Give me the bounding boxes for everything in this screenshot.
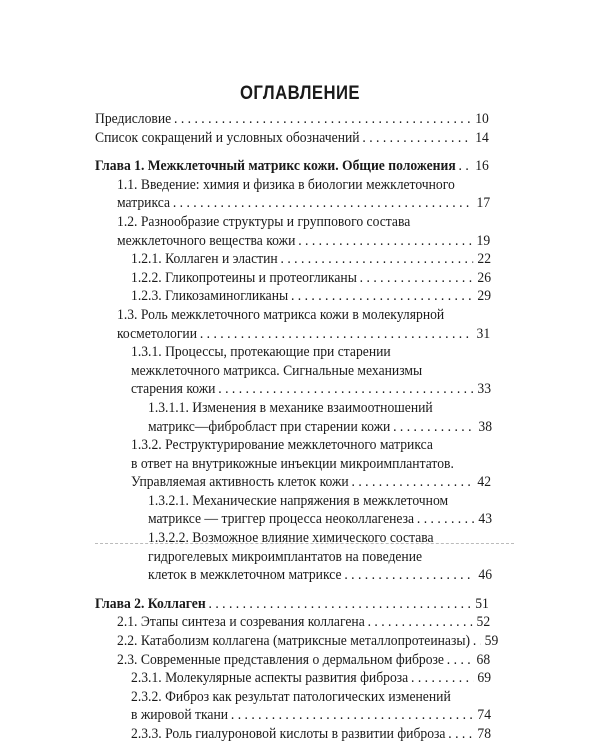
dot-leader xyxy=(352,473,474,492)
toc-entry-line xyxy=(117,613,490,632)
page-number: 59 xyxy=(484,633,499,650)
toc-entry-text: 1.2. Разнообразие структуры и группового состава xyxy=(117,213,411,230)
dot-leader xyxy=(231,706,473,725)
toc-entry-line xyxy=(148,548,492,567)
toc-entry[interactable] xyxy=(117,213,514,250)
toc-entry-line xyxy=(131,250,491,269)
page-number: 16 xyxy=(475,158,489,175)
toc-entry-text: Управляемая активность клеток кожи xyxy=(131,474,349,491)
toc-entry-text: 1.3.2.2. Возможное влияние химического состава xyxy=(148,530,434,547)
toc-entry[interactable] xyxy=(117,306,514,343)
toc-entry-text: Предисловие xyxy=(95,111,172,127)
toc-entry-text: 1.2.3. Гликозаминогликаны xyxy=(131,288,289,305)
chapter-divider xyxy=(95,543,514,544)
dot-leader xyxy=(393,418,474,437)
toc-entry-line xyxy=(131,706,491,725)
page-number: 68 xyxy=(476,651,491,668)
toc-entry[interactable] xyxy=(148,399,514,436)
toc-entry-line xyxy=(95,129,489,148)
toc-entry-text: старения кожи xyxy=(131,381,216,398)
toc-entry-line xyxy=(117,325,490,344)
toc-entry-text: 1.2.1. Коллаген и эластин xyxy=(131,251,278,268)
toc-entry[interactable] xyxy=(117,613,514,632)
toc-entry-line xyxy=(148,566,492,585)
toc-entry[interactable] xyxy=(131,725,514,744)
toc-entry-text: 1.3.1. Процессы, протекающие при старении xyxy=(131,344,391,361)
toc-entry-text: 2.1. Этапы синтеза и созревания коллагена xyxy=(117,614,365,631)
toc-entry[interactable] xyxy=(117,632,514,651)
toc-entry-text: Глава 1. Межклеточный матрикс кожи. Общие положения xyxy=(95,158,456,175)
toc-entry-text: 2.3.2. Фиброз как результат патологических изменений xyxy=(131,688,451,705)
dot-leader xyxy=(174,110,471,129)
toc-entry[interactable] xyxy=(148,492,514,529)
page-number: 19 xyxy=(476,232,491,249)
dot-leader xyxy=(362,129,471,148)
page-number: 52 xyxy=(476,614,491,631)
page-number: 69 xyxy=(477,670,492,687)
toc-entry-line xyxy=(95,157,489,176)
dot-leader xyxy=(218,380,473,399)
page-number: 17 xyxy=(476,195,491,212)
dot-leader xyxy=(459,157,471,176)
toc-entry-line xyxy=(117,194,490,213)
page-number: 33 xyxy=(477,381,492,398)
page-number: 51 xyxy=(475,595,489,612)
page-number: 31 xyxy=(476,325,491,342)
toc-entry-line xyxy=(148,492,492,511)
dot-leader xyxy=(291,287,473,306)
toc-entry-text: косметологии xyxy=(117,325,198,342)
toc-entry-line xyxy=(95,595,489,614)
dot-leader xyxy=(209,595,471,614)
toc-entry-line xyxy=(117,632,499,651)
toc-entry-text: в ответ на внутрикожные инъекции микроимплантатов. xyxy=(131,455,454,472)
toc-entry[interactable] xyxy=(131,269,514,288)
toc-entry-text: 2.3.3. Роль гиалуроновой кислоты в развитии фиброза xyxy=(131,726,446,742)
page-number: 29 xyxy=(477,288,492,305)
toc-entry-line xyxy=(117,306,490,325)
page-title: ОГЛАВЛЕНИЕ xyxy=(239,83,361,104)
toc-chapter[interactable] xyxy=(95,595,514,614)
toc-entry-text: межклеточного вещества кожи xyxy=(117,232,296,249)
dot-leader xyxy=(411,669,473,688)
dot-leader xyxy=(360,269,473,288)
toc-entry-line xyxy=(131,473,491,492)
toc-entry-line xyxy=(131,269,491,288)
toc-entry-text: матрикс—фибробласт при старении кожи xyxy=(148,418,391,435)
toc-chapter[interactable] xyxy=(95,157,514,176)
toc-entry-line xyxy=(131,688,491,707)
page-number: 38 xyxy=(478,418,493,435)
toc-entry-text: Глава 2. Коллаген xyxy=(95,595,206,612)
toc-entry-text: матрикса xyxy=(117,195,171,212)
toc-entry[interactable] xyxy=(117,651,514,670)
toc-entry-line xyxy=(131,455,491,474)
toc-entry[interactable] xyxy=(131,688,514,725)
toc-entry[interactable] xyxy=(131,669,514,688)
toc-entry-line xyxy=(131,380,491,399)
toc-entry-line xyxy=(148,510,492,529)
page-number: 43 xyxy=(478,511,493,528)
dot-leader xyxy=(447,651,473,670)
toc-entry[interactable] xyxy=(95,110,514,129)
dot-leader xyxy=(344,566,474,585)
toc-entry-line xyxy=(148,529,492,548)
toc-entry-text: Список сокращений и условных обозначений xyxy=(95,129,360,146)
toc-entry-line xyxy=(131,436,491,455)
toc-entry-text: 1.2.2. Гликопротеины и протеогликаны xyxy=(131,269,357,286)
toc-entry-text: клеток в межклеточном матриксе xyxy=(148,567,342,584)
page-number: 78 xyxy=(477,726,492,742)
dot-leader xyxy=(200,325,472,344)
toc-entry[interactable] xyxy=(131,436,514,492)
toc-entry-line xyxy=(117,213,490,232)
toc-entry-text: гидрогелевых микроимплантатов на поведение xyxy=(148,548,423,565)
toc-entry-line xyxy=(95,110,489,129)
toc-entry-line xyxy=(131,287,491,306)
toc-entry[interactable] xyxy=(131,250,514,269)
dot-leader xyxy=(417,510,474,529)
toc-entry-text: в жировой ткани xyxy=(131,707,229,724)
toc-entry-line xyxy=(131,343,491,362)
dot-leader xyxy=(281,250,474,269)
dot-leader xyxy=(173,194,472,213)
toc-entry[interactable] xyxy=(131,287,514,306)
dot-leader xyxy=(448,725,473,744)
page-number: 26 xyxy=(477,269,492,286)
toc-entry-text: 1.3.1.1. Изменения в механике взаимоотношений xyxy=(148,399,433,416)
toc-entry-text: межклеточного матрикса. Сигнальные механизмы xyxy=(131,362,423,379)
toc-entry-line xyxy=(131,725,491,744)
toc-entry-line xyxy=(131,362,491,381)
dot-leader xyxy=(298,232,472,251)
page-number: 42 xyxy=(477,474,492,491)
page-number: 74 xyxy=(477,707,492,724)
toc-entry-text: 2.3. Современные представления о дермальном фиброзе xyxy=(117,651,444,668)
toc-entry[interactable] xyxy=(148,529,514,585)
toc-entry-text: 1.3.2. Реструктурирование межклеточного матрикса xyxy=(131,437,433,454)
page-number: 10 xyxy=(475,111,489,127)
toc-entry-line xyxy=(131,669,491,688)
toc-entry[interactable] xyxy=(117,176,514,213)
toc-entry[interactable] xyxy=(95,129,514,148)
toc-entry-text: 1.1. Введение: химия и физика в биологии межклеточного xyxy=(117,176,455,193)
toc-entry-line xyxy=(148,418,492,437)
page-number: 22 xyxy=(477,251,492,268)
toc-entry[interactable] xyxy=(131,343,514,399)
dot-leader xyxy=(368,613,473,632)
page-number: 14 xyxy=(475,129,489,146)
toc-entry-text: 2.2. Катаболизм коллагена (матриксные металлопротеиназы) xyxy=(117,633,471,650)
toc-entry-line xyxy=(117,651,490,670)
page-number: 46 xyxy=(478,567,493,584)
toc-entry-line xyxy=(117,176,490,195)
toc-entry-text: 1.3.2.1. Механические напряжения в межклеточном xyxy=(148,492,449,509)
toc-entry-text: 2.3.1. Молекулярные аспекты развития фиброза xyxy=(131,670,409,687)
toc-entry-text: 1.3. Роль межклеточного матрикса кожи в молекулярной xyxy=(117,306,445,323)
toc-entry-line xyxy=(148,399,492,418)
toc-entry-line xyxy=(117,232,490,251)
toc-entry-text: матриксе — триггер процесса неоколлагенеза xyxy=(148,511,415,528)
dot-leader xyxy=(473,632,481,651)
table-of-contents xyxy=(0,110,600,744)
